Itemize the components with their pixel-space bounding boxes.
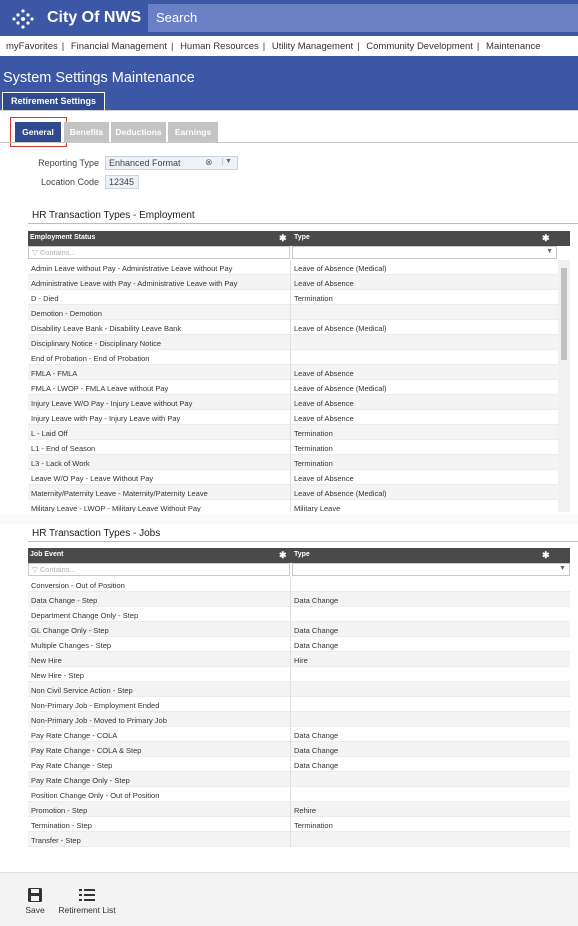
top-bar <box>0 0 578 36</box>
employment-rows <box>28 260 570 512</box>
column-divider <box>290 652 291 667</box>
nav-separator: | <box>476 41 480 52</box>
row-event-cell: Pay Rate Change Only - Step <box>31 775 130 785</box>
row-event-cell: Disciplinary Notice - Disciplinary Notice <box>31 338 162 348</box>
row-type-cell[interactable]: Data Change <box>294 745 339 755</box>
gear-icon[interactable]: ✱ <box>279 550 287 560</box>
row-event-cell: Promotion - Step <box>31 805 88 815</box>
row-event-cell: Pay Rate Change - Step <box>31 760 113 770</box>
column-divider <box>290 320 291 335</box>
filter-placeholder: Contains... <box>39 565 76 574</box>
column-divider <box>290 260 291 275</box>
employment-status-header[interactable]: Employment Status <box>30 234 96 241</box>
row-type-cell[interactable]: Termination <box>294 443 333 453</box>
row-event-cell: L - Laid Off <box>31 428 68 438</box>
location-code-label: Location Code <box>40 177 99 187</box>
table-row[interactable] <box>28 712 570 727</box>
page-title: System Settings Maintenance <box>3 70 195 86</box>
reporting-type-value: Enhanced Format <box>109 158 181 168</box>
employment-grid-header <box>28 231 570 246</box>
table-row[interactable] <box>28 682 570 697</box>
table-row[interactable] <box>28 455 570 470</box>
table-row[interactable] <box>28 652 570 667</box>
retirement-list-label: Retirement List <box>58 905 116 915</box>
row-type-cell[interactable]: Termination <box>294 428 333 438</box>
nav-human-resources[interactable]: Human Resources <box>180 41 259 52</box>
row-type-cell[interactable]: Data Change <box>294 760 339 770</box>
table-row[interactable] <box>28 335 570 350</box>
gear-icon[interactable]: ✱ <box>542 550 550 560</box>
table-row[interactable] <box>28 772 570 787</box>
gear-icon[interactable]: ✱ <box>542 233 550 243</box>
column-divider <box>290 395 291 410</box>
table-row[interactable] <box>28 500 570 512</box>
table-row[interactable] <box>28 622 570 637</box>
table-row[interactable] <box>28 592 570 607</box>
row-event-cell: Non Civil Service Action - Step <box>31 685 133 695</box>
row-type-cell[interactable]: Data Change <box>294 595 339 605</box>
table-row[interactable] <box>28 637 570 652</box>
row-type-cell[interactable]: Leave of Absence <box>294 413 354 423</box>
nav-community-development[interactable]: Community Development <box>366 41 473 52</box>
reporting-type-select[interactable] <box>105 156 238 170</box>
row-type-cell[interactable]: Leave of Absence (Medical) <box>294 383 387 393</box>
column-divider <box>290 742 291 757</box>
tab-general[interactable]: General <box>15 122 61 142</box>
divider <box>28 541 578 542</box>
gear-icon[interactable]: ✱ <box>279 233 287 243</box>
nav-separator: | <box>61 41 65 52</box>
row-event-cell: FMLA - FMLA <box>31 368 78 378</box>
table-row[interactable] <box>28 577 570 592</box>
clear-icon[interactable]: ⊗ <box>205 157 213 167</box>
section-gap <box>0 514 578 524</box>
row-type-cell[interactable]: Military Leave <box>294 503 341 512</box>
table-row[interactable] <box>28 395 570 410</box>
jobs-grid <box>28 548 570 848</box>
list-icon <box>78 887 96 903</box>
column-divider <box>290 592 291 607</box>
column-divider <box>290 290 291 305</box>
divider <box>0 110 578 111</box>
row-event-cell: Non-Primary Job - Employment Ended <box>31 700 160 710</box>
column-divider <box>290 757 291 772</box>
filter-icon: ▽ <box>32 248 38 257</box>
row-event-cell: Military Leave - LWOP - Military Leave Without Pay <box>31 503 201 512</box>
city-logo-icon <box>12 9 34 29</box>
table-row[interactable] <box>28 320 570 335</box>
row-event-cell: Leave W/O Pay - Leave Without Pay <box>31 473 154 483</box>
page-header <box>0 56 578 110</box>
filter-icon: ▽ <box>32 565 38 574</box>
job-event-filter[interactable] <box>28 563 290 576</box>
column-divider <box>290 440 291 455</box>
table-row[interactable] <box>28 742 570 757</box>
row-event-cell: GL Change Only - Step <box>31 625 109 635</box>
column-divider <box>290 712 291 727</box>
row-type-cell[interactable]: Leave of Absence (Medical) <box>294 323 387 333</box>
nav-maintenance[interactable]: Maintenance <box>486 41 541 52</box>
row-event-cell: L3 - Lack of Work <box>31 458 90 468</box>
jobs-grid-header <box>28 548 570 563</box>
row-event-cell: Data Change - Step <box>31 595 98 605</box>
type-filter-select[interactable] <box>292 563 570 576</box>
column-divider <box>290 425 291 440</box>
column-divider <box>290 365 291 380</box>
column-divider <box>290 577 291 592</box>
table-row[interactable] <box>28 727 570 742</box>
table-row[interactable] <box>28 667 570 682</box>
chevron-down-icon[interactable]: ▼ <box>546 248 553 255</box>
jobs-section-title: HR Transaction Types - Jobs <box>32 528 161 539</box>
row-type-cell[interactable]: Leave of Absence <box>294 398 354 408</box>
row-event-cell: Disability Leave Bank - Disability Leave Bank <box>31 323 182 333</box>
table-row[interactable] <box>28 440 570 455</box>
scrollbar-thumb[interactable] <box>561 268 567 360</box>
table-row[interactable] <box>28 802 570 817</box>
table-row[interactable] <box>28 290 570 305</box>
table-row[interactable] <box>28 757 570 772</box>
column-divider <box>290 667 291 682</box>
table-row[interactable] <box>28 410 570 425</box>
filter-placeholder: Contains... <box>39 248 76 257</box>
chevron-down-icon[interactable]: ▼ <box>559 565 566 572</box>
nav-separator: | <box>170 41 174 52</box>
column-divider <box>290 500 291 512</box>
row-event-cell: Conversion - Out of Position <box>31 580 125 590</box>
row-type-cell[interactable]: Rehire <box>294 805 317 815</box>
employment-scrollbar[interactable] <box>558 260 570 512</box>
table-row[interactable] <box>28 485 570 500</box>
type-header[interactable]: Type <box>294 234 310 241</box>
column-divider <box>290 607 291 622</box>
row-type-cell[interactable]: Leave of Absence (Medical) <box>294 263 387 273</box>
tab-retirement-settings[interactable]: Retirement Settings <box>2 92 105 110</box>
jobs-rows <box>28 577 570 847</box>
nav-utility-management[interactable]: Utility Management <box>271 41 354 52</box>
row-event-cell: Position Change Only - Out of Position <box>31 790 160 800</box>
row-event-cell: Administrative Leave with Pay - Administrative Leave with Pay <box>31 278 238 288</box>
column-divider <box>290 275 291 290</box>
employment-grid <box>28 231 570 512</box>
tab-benefits[interactable]: Benefits <box>64 122 109 142</box>
row-type-cell[interactable]: Leave of Absence <box>294 368 354 378</box>
column-divider <box>290 817 291 832</box>
row-type-cell[interactable]: Leave of Absence (Medical) <box>294 488 387 498</box>
nav-separator: | <box>262 41 266 52</box>
employment-section-title: HR Transaction Types - Employment <box>32 210 195 221</box>
column-divider <box>290 727 291 742</box>
row-type-cell[interactable]: Leave of Absence <box>294 278 354 288</box>
location-code-field[interactable]: 12345 <box>105 175 139 189</box>
retirement-list-button[interactable] <box>56 887 118 915</box>
job-event-header[interactable]: Job Event <box>30 551 64 558</box>
tab-earnings[interactable]: Earnings <box>168 122 218 142</box>
table-row[interactable] <box>28 260 570 275</box>
nav-separator: | <box>357 41 360 52</box>
column-divider <box>290 772 291 787</box>
table-row[interactable] <box>28 607 570 622</box>
row-event-cell: L1 - End of Season <box>31 443 96 453</box>
nav-my-favorites[interactable]: myFavorites <box>6 41 58 52</box>
column-divider <box>290 682 291 697</box>
row-event-cell: Multiple Changes - Step <box>31 640 112 650</box>
chevron-down-icon[interactable]: ▼ <box>222 158 232 165</box>
column-divider <box>290 802 291 817</box>
favorites-bar <box>0 36 578 56</box>
table-row[interactable] <box>28 350 570 365</box>
save-label: Save <box>25 905 45 915</box>
row-event-cell: Demotion - Demotion <box>31 308 102 318</box>
type-filter-select[interactable] <box>292 246 557 259</box>
column-divider <box>290 470 291 485</box>
row-event-cell: Department Change Only - Step <box>31 610 139 620</box>
action-bar <box>0 872 578 926</box>
row-type-cell[interactable]: Termination <box>294 458 333 468</box>
column-divider <box>290 380 291 395</box>
table-row[interactable] <box>28 470 570 485</box>
search-bar[interactable]: Search <box>148 4 578 32</box>
column-divider <box>290 455 291 470</box>
row-event-cell: End of Probation - End of Probation <box>31 353 150 363</box>
column-divider <box>290 410 291 425</box>
row-type-cell[interactable]: Termination <box>294 820 333 830</box>
app-title[interactable]: City Of NWS <box>47 9 142 26</box>
table-row[interactable] <box>28 832 570 847</box>
row-event-cell: New Hire - Step <box>31 670 84 680</box>
column-divider <box>290 305 291 320</box>
column-divider <box>290 335 291 350</box>
employment-status-filter[interactable] <box>28 246 290 259</box>
row-event-cell: Termination - Step <box>31 820 92 830</box>
row-event-cell: Non-Primary Job - Moved to Primary Job <box>31 715 167 725</box>
table-row[interactable] <box>28 817 570 832</box>
column-divider <box>290 697 291 712</box>
row-event-cell: Injury Leave W/O Pay - Injury Leave without Pay <box>31 398 193 408</box>
row-type-cell[interactable]: Hire <box>294 655 308 665</box>
row-type-cell[interactable]: Data Change <box>294 640 339 650</box>
nav-financial-management[interactable]: Financial Management <box>70 41 167 52</box>
row-event-cell: FMLA - LWOP - FMLA Leave without Pay <box>31 383 169 393</box>
type-header[interactable]: Type <box>294 551 310 558</box>
column-divider <box>290 787 291 802</box>
divider <box>0 142 578 143</box>
row-event-cell: Maternity/Paternity Leave - Maternity/Paternity Leave <box>31 488 208 498</box>
row-type-cell[interactable]: Leave of Absence <box>294 473 354 483</box>
row-type-cell[interactable]: Data Change <box>294 730 339 740</box>
table-row[interactable] <box>28 425 570 440</box>
table-row[interactable] <box>28 380 570 395</box>
row-event-cell: Admin Leave without Pay - Administrative Leave without Pay <box>31 263 233 273</box>
table-row[interactable] <box>28 275 570 290</box>
column-divider <box>290 832 291 847</box>
table-row[interactable] <box>28 697 570 712</box>
row-type-cell[interactable]: Termination <box>294 293 333 303</box>
row-type-cell[interactable]: Data Change <box>294 625 339 635</box>
row-event-cell: Pay Rate Change - COLA <box>31 730 118 740</box>
table-row[interactable] <box>28 365 570 380</box>
row-event-cell: New Hire <box>31 655 62 665</box>
tab-deductions[interactable]: Deductions <box>111 122 166 142</box>
row-event-cell: D - Died <box>31 293 59 303</box>
column-divider <box>290 350 291 365</box>
column-divider <box>290 485 291 500</box>
table-row[interactable] <box>28 305 570 320</box>
column-divider <box>290 622 291 637</box>
row-event-cell: Injury Leave with Pay - Injury Leave with Pay <box>31 413 181 423</box>
reporting-type-label: Reporting Type <box>38 158 99 168</box>
row-event-cell: Transfer - Step <box>31 835 81 845</box>
table-row[interactable] <box>28 787 570 802</box>
column-divider <box>290 637 291 652</box>
divider <box>28 223 578 224</box>
row-event-cell: Pay Rate Change - COLA & Step <box>31 745 142 755</box>
save-button[interactable] <box>22 887 48 915</box>
save-icon <box>27 887 43 903</box>
